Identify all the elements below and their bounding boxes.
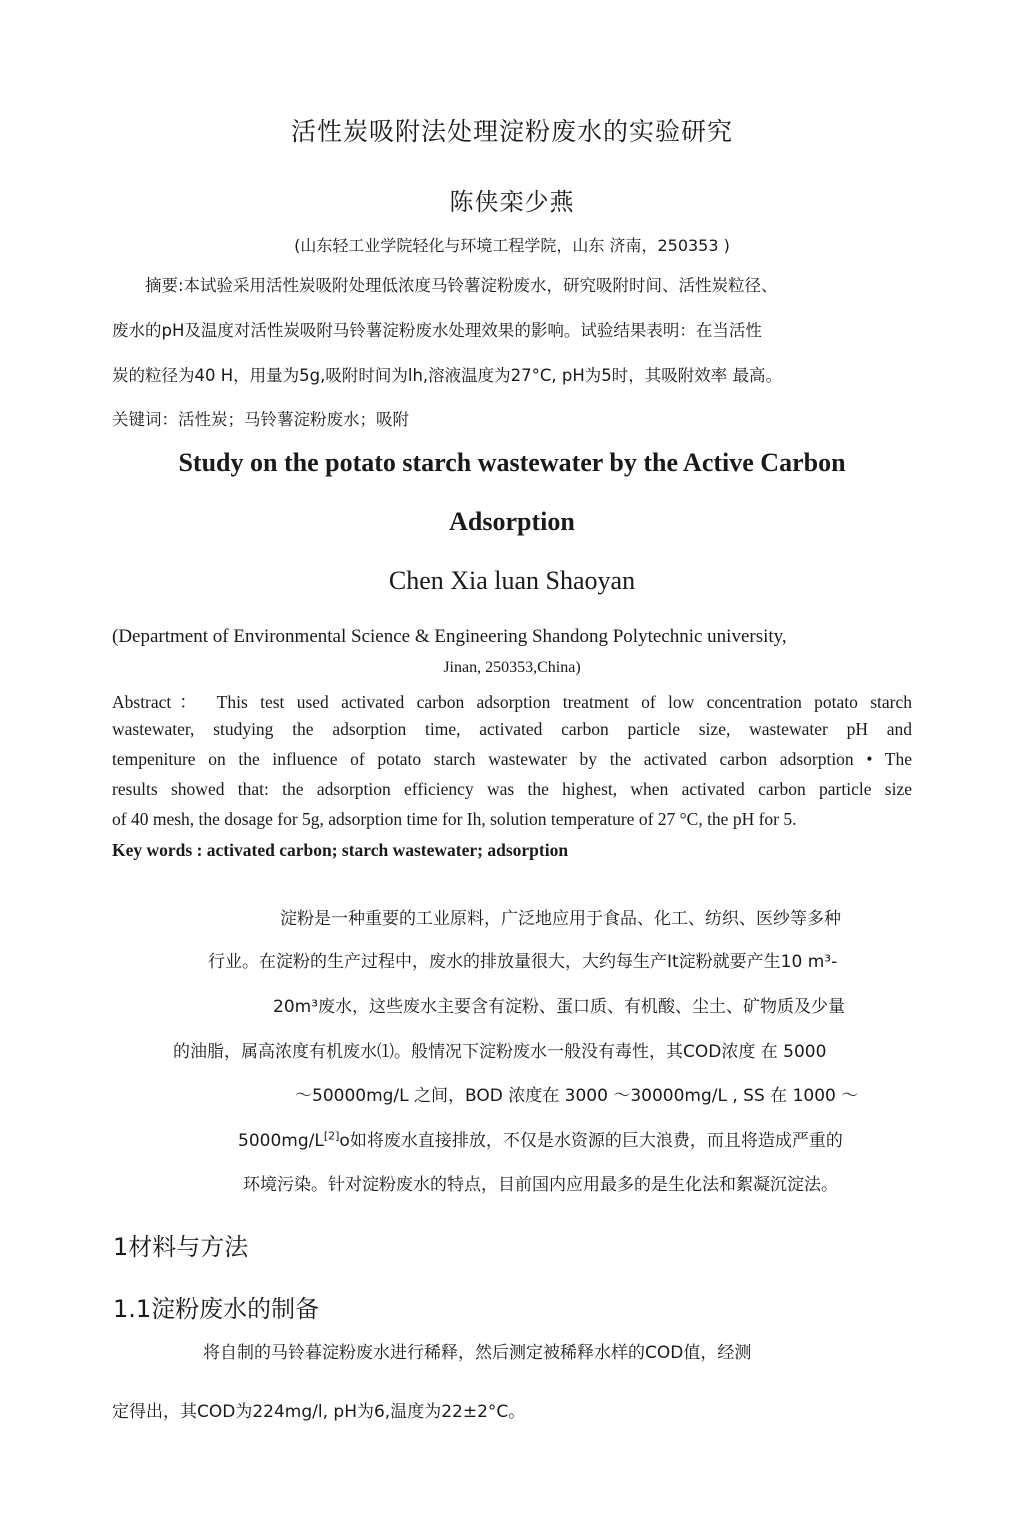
affiliation-zh: (山东轻工业学院轻化与环境工程学院，山东 济南，250353 ) — [294, 236, 730, 255]
intro-line: 20m³废水，这些废水主要含有淀粉、蛋口质、有机酸、尘土、矿物质及少量 — [273, 997, 846, 1017]
abstract-en-line: tempeniture on the influence of potato starch wastewater by the activated carbon adsorption • The — [112, 749, 912, 769]
abstract-en-line: Abstract： This test used activated carbon adsorption treatment of low concentration potato starch — [112, 692, 912, 712]
intro-line: 的油脂，属高浓度有机废水⑴。般情况下淀粉废水一般没有毒性，其COD浓度 在 5000 — [173, 1042, 827, 1062]
paper-title-zh: 活性炭吸附法处理淀粉废水的实验研究 — [290, 117, 733, 146]
abstract-en-line: of 40 mesh, the dosage for 5g, adsorption time for Ih, solution temperature of 27 °C, the pH for 5. — [112, 809, 797, 829]
abstract-zh-line: 摘要:本试验采用活性炭吸附处理低浓度马铃薯淀粉废水，研究吸附时间、活性炭粒径、 — [145, 276, 778, 295]
intro-line — [238, 1126, 843, 1151]
paper-title-en: Study on the potato starch wastewater by the Active Carbon — [178, 448, 846, 477]
abstract-en-line: wastewater, studying the adsorption time, activated carbon particle size, wastewater pH and — [112, 719, 912, 739]
intro-text: o如将废水直接排放，不仅是水资源的巨大浪费，而且将造成严重的 — [339, 1131, 843, 1151]
intro-line: ～50000mg/L 之间，BOD 浓度在 3000 ～30000mg/L , SS 在 1000 ～ — [295, 1086, 859, 1106]
keywords-en: Key words : activated carbon; starch wastewater; adsorption — [112, 840, 569, 860]
authors-en: Chen Xia luan Shaoyan — [388, 566, 636, 595]
section-heading-1: 1材料与方法 — [113, 1233, 249, 1261]
affiliation-en-cont: Jinan, 250353,China) — [443, 659, 581, 676]
authors-zh: 陈侠栾少燕 — [449, 188, 575, 216]
intro-line: 淀粉是一种重要的工业原料，广泛地应用于食品、化工、纺织、医纱等多种 — [280, 909, 841, 929]
citation-ref: [2] — [323, 1129, 340, 1143]
keywords-zh: 关键词：活性炭；马铃薯淀粉废水；吸附 — [112, 410, 409, 429]
intro-line: 行业。在淀粉的生产过程中，废水的排放量很大，大约每生产It淀粉就要产生10 m³- — [208, 952, 838, 972]
abstract-zh-line: 废水的pH及温度对活性炭吸附马铃薯淀粉废水处理效果的影响。试验结果表明：在当活性 — [112, 321, 762, 340]
body-line: 将自制的马铃暮淀粉废水进行稀释，然后测定被稀释水样的COD值，经测 — [203, 1343, 752, 1363]
body-line: 定得出，其COD为224mg/l, pH为6,温度为22±2°C。 — [112, 1402, 526, 1422]
intro-text: 5000mg/L — [238, 1131, 324, 1151]
abstract-en-line: results showed that: the adsorption efficiency was the highest, when activated carbon particle size — [112, 779, 912, 799]
intro-line: 环境污染。针对淀粉废水的特点，目前国内应用最多的是生化法和絮凝沉淀法。 — [243, 1175, 838, 1195]
section-heading-1-1: 1.1淀粉废水的制备 — [113, 1295, 320, 1323]
affiliation-en: (Department of Environmental Science & Engineering Shandong Polytechnic university, — [112, 626, 787, 647]
abstract-zh-line: 炭的粒径为40 H，用量为5g,吸附时间为lh,溶液温度为27°C, pH为5时，其吸附效率 最高。 — [112, 366, 783, 385]
paper-title-en-cont: Adsorption — [449, 507, 575, 536]
